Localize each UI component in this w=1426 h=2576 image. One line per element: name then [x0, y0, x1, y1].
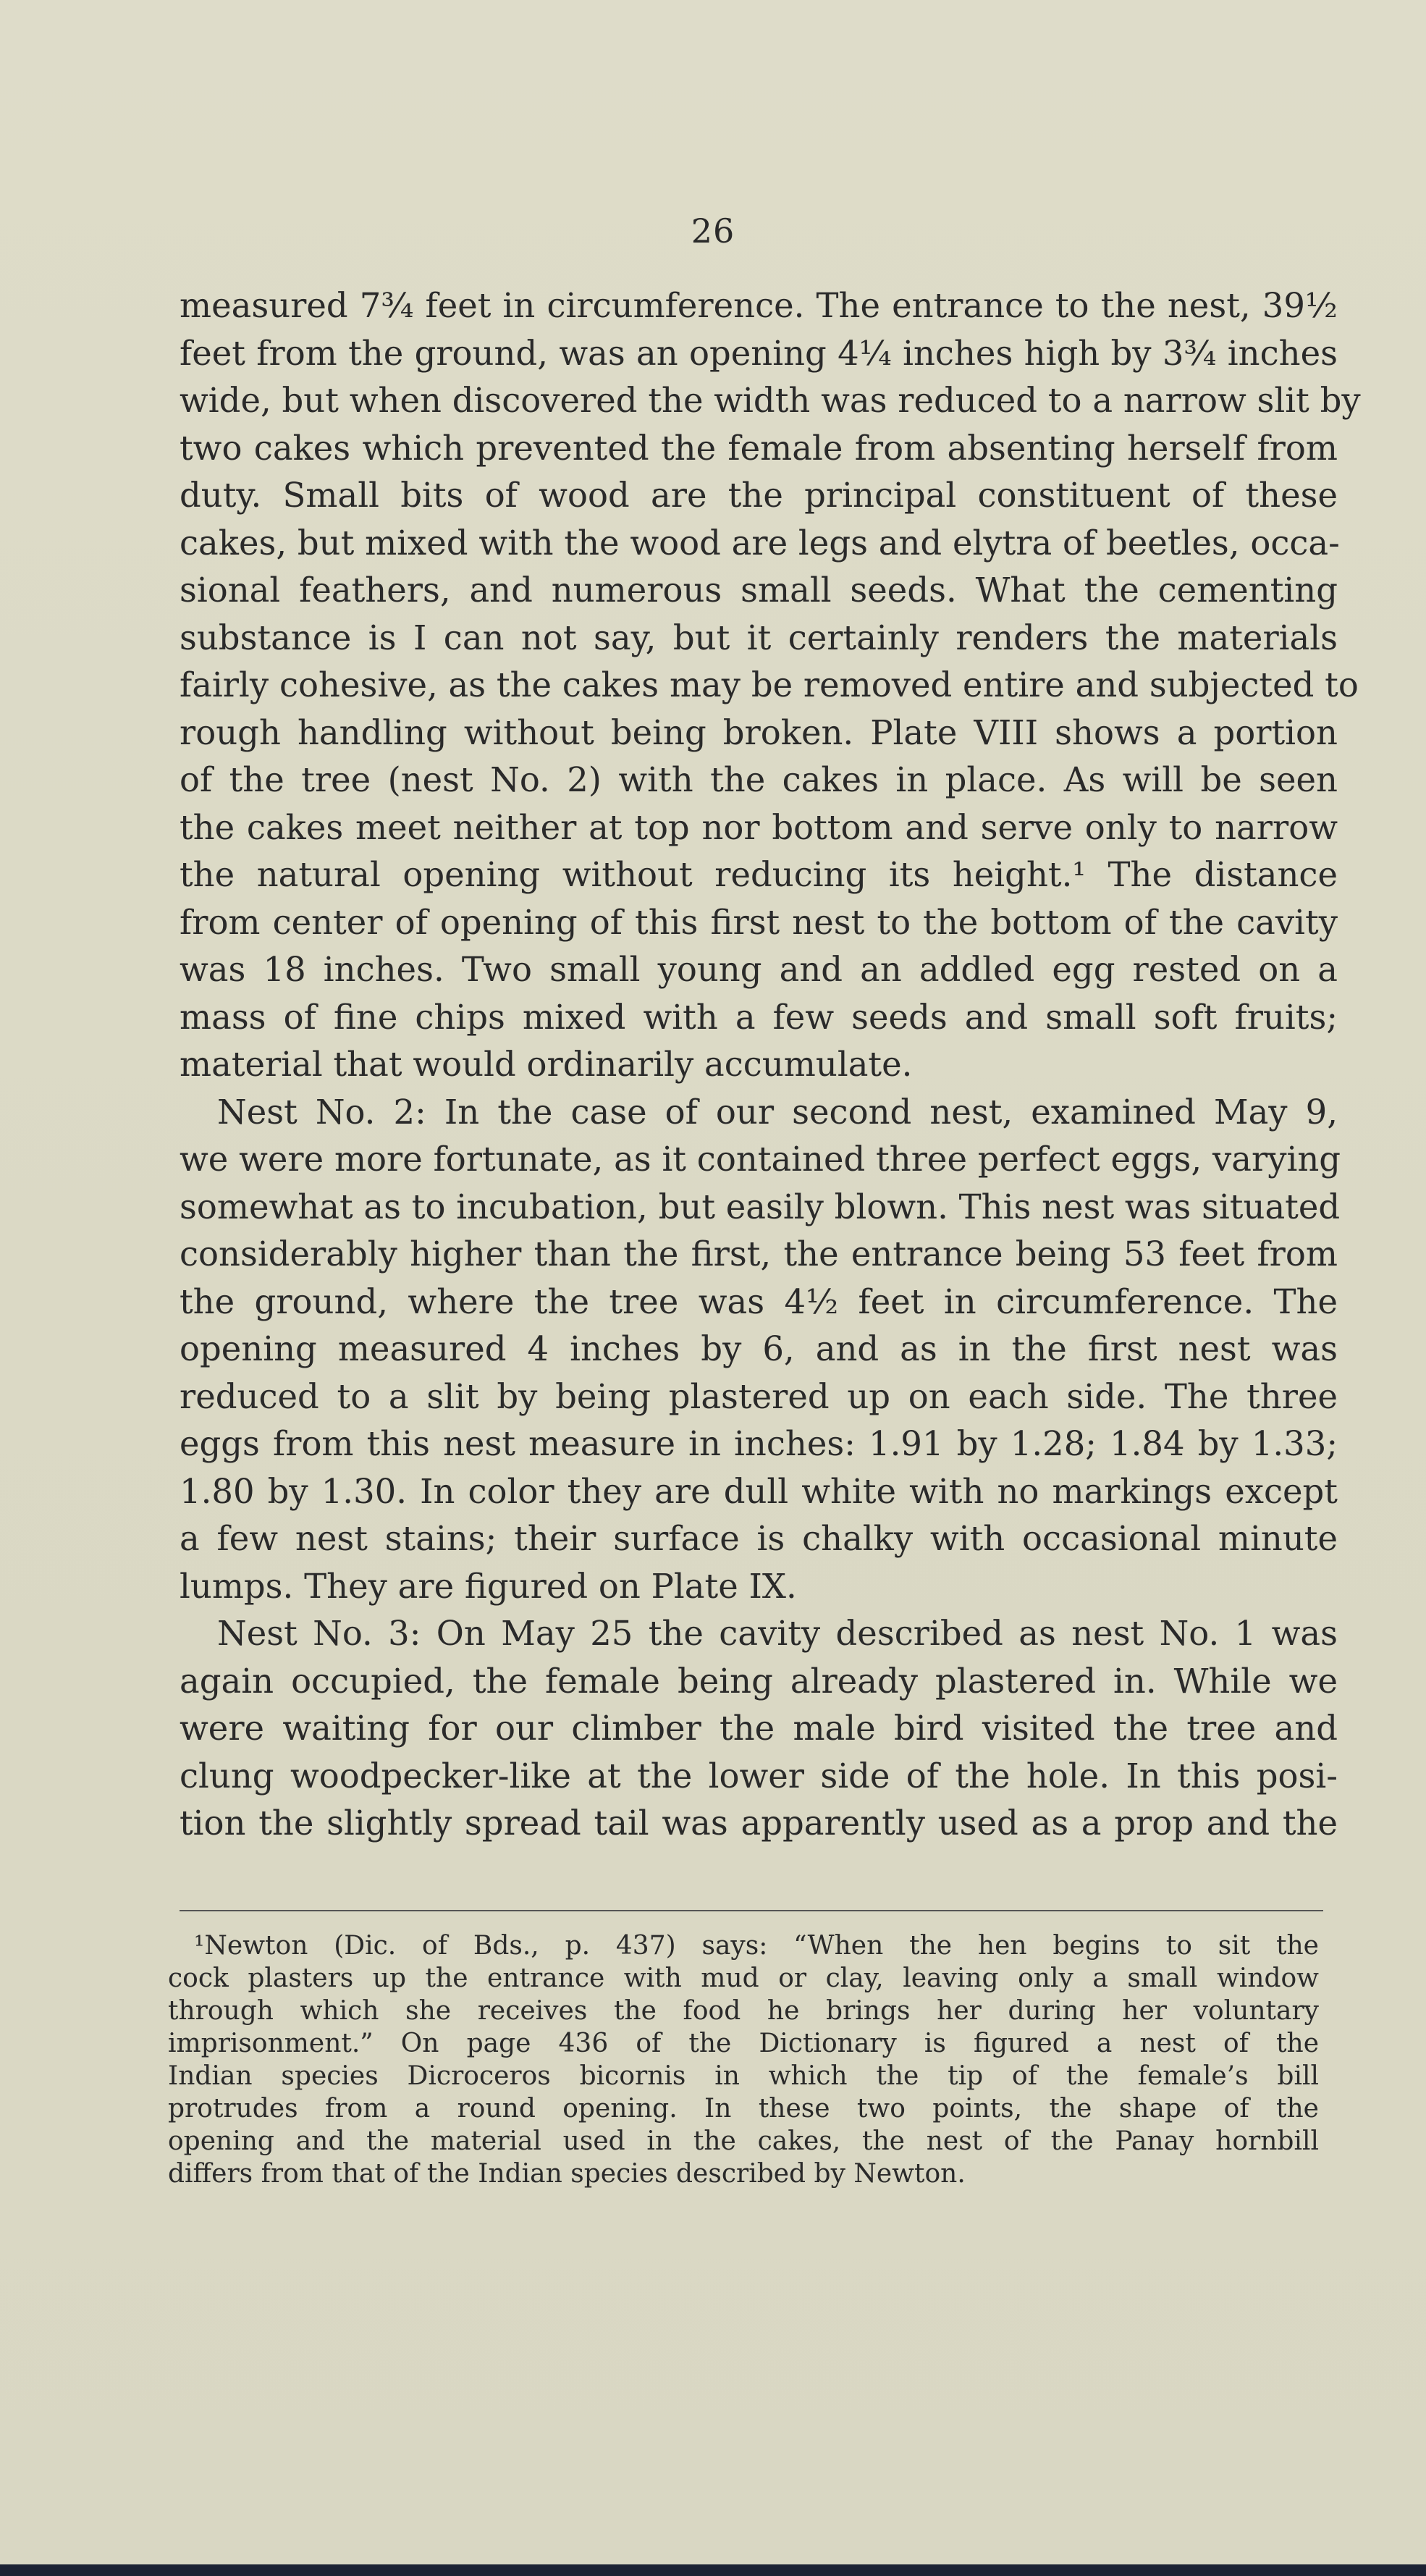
text-line: again occupied, the female being already plastered in. While we [180, 1661, 1338, 1701]
text-line: a few nest stains; their surface is chalky with occasional minute [180, 1519, 1338, 1558]
footnote-line: ¹Newton (Dic. of Bds., p. 437) says: “When the hen begins to sit the [194, 1931, 1319, 1961]
text-line: clung woodpecker-like at the lower side of the hole. In this posi- [180, 1756, 1338, 1796]
text-line: lumps. They are figured on Plate IX. [180, 1566, 797, 1606]
text-line: opening measured 4 inches by 6, and as in the first nest was [180, 1329, 1338, 1368]
text-line: from center of opening of this first nest to the bottom of the cavity [180, 902, 1338, 942]
text-line: reduced to a slit by being plastered up on each side. The three [180, 1376, 1338, 1416]
text-line: Nest No. 2: In the case of our second nest, examined May 9, [217, 1092, 1338, 1132]
footnote-line: cock plasters up the entrance with mud or clay, leaving only a small window [168, 1963, 1319, 1993]
text-line: measured 7¾ feet in circumference. The entrance to the nest, 39½ [180, 286, 1338, 325]
text-line: tion the slightly spread tail was apparently used as a prop and the [180, 1803, 1338, 1843]
paragraph-2 [180, 1089, 1341, 1611]
text-line: substance is I can not say, but it certainly renders the materials [180, 618, 1338, 657]
text-line: feet from the ground, was an opening 4¼ inches high by 3¾ inches [180, 333, 1338, 373]
text-line: the cakes meet neither at top nor bottom and serve only to narrow [180, 807, 1338, 847]
text-line: Nest No. 3: On May 25 the cavity described as nest No. 1 was [217, 1614, 1338, 1653]
paragraph-1 [180, 282, 1361, 1089]
footnote-line: imprisonment.” On page 436 of the Dictionary is figured a nest of the [168, 2029, 1319, 2058]
footnote-line: through which she receives the food he brings her during her voluntary [168, 1996, 1319, 2026]
text-line: fairly cohesive, as the cakes may be removed entire and subjected to [180, 665, 1359, 704]
text-line: somewhat as to incubation, but easily blown. This nest was situated [180, 1187, 1341, 1226]
text-line: were waiting for our climber the male bird visited the tree and [180, 1709, 1338, 1748]
text-line: two cakes which prevented the female from absenting herself from [180, 428, 1338, 468]
footnote-line: protrudes from a round opening. In these two points, the shape of the [168, 2094, 1319, 2123]
text-line: duty. Small bits of wood are the principal constituent of these [180, 476, 1338, 515]
text-line: wide, but when discovered the width was reduced to a narrow slit by [180, 381, 1361, 420]
page-number: 26 [691, 211, 735, 251]
footnote-line: opening and the material used in the cakes, the nest of the Panay hornbill [168, 2126, 1319, 2156]
text-line: material that would ordinarily accumulate. [180, 1045, 913, 1084]
text-line: eggs from this nest measure in inches: 1.91 by 1.28; 1.84 by 1.33; [180, 1424, 1338, 1463]
text-line: considerably higher than the first, the entrance being 53 feet from [180, 1234, 1338, 1274]
footnote [168, 1929, 1319, 2190]
text-line: 1.80 by 1.30. In color they are dull white with no markings except [180, 1471, 1338, 1511]
footnote-line: differs from that of the Indian species described by Newton. [168, 2159, 966, 2189]
text-line: of the tree (nest No. 2) with the cakes in place. As will be seen [180, 760, 1338, 799]
footnote-divider [180, 1910, 1323, 1911]
text-line: mass of fine chips mixed with a few seeds and small soft fruits; [180, 997, 1338, 1037]
body-text [180, 282, 1361, 1848]
text-line: was 18 inches. Two small young and an addled egg rested on a [180, 950, 1338, 989]
text-line: the natural opening without reducing its height.¹ The distance [180, 855, 1338, 894]
footnote-line: Indian species Dicroceros bicornis in which the tip of the female’s bill [168, 2061, 1319, 2091]
text-line: we were more fortunate, as it contained three perfect eggs, varying [180, 1140, 1341, 1179]
text-line: the ground, where the tree was 4½ feet in circumference. The [180, 1281, 1338, 1321]
paragraph-3 [180, 1610, 1338, 1848]
text-line: sional feathers, and numerous small seeds. What the cementing [180, 571, 1338, 610]
text-line: rough handling without being broken. Plate VIII shows a portion [180, 712, 1338, 752]
text-line: cakes, but mixed with the wood are legs and elytra of beetles, occa- [180, 523, 1340, 563]
scan-edge-bar [0, 2564, 1426, 2576]
